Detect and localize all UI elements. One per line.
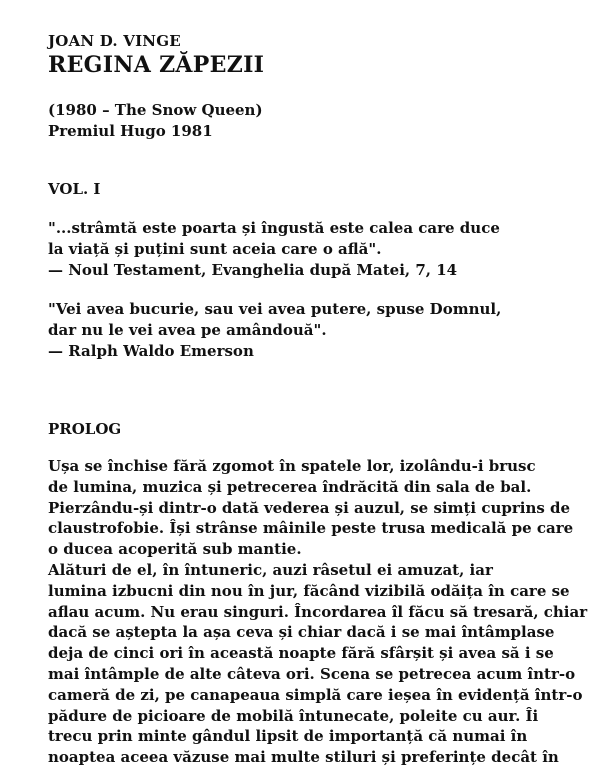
body-line: trecu prin minte gândul lipsit de importanță că numai în <box>48 727 528 746</box>
body-line: claustrofobie. Își strânse mâinile peste trusa medicală pe care <box>48 519 574 538</box>
original-title: (1980 – The Snow Queen) <box>48 101 263 119</box>
body-line: lumina izbucni din nou în jur, făcând vizibilă odăița în care se <box>48 581 570 600</box>
epigraph-source: — Ralph Waldo Emerson <box>48 342 254 360</box>
author-name: JOAN D. VINGE <box>48 32 181 50</box>
body-line: noaptea aceea văzuse mai multe stiluri și preferințe decât în <box>48 748 559 767</box>
epigraph-line: dar nu le vei avea pe amândouă". <box>48 321 327 339</box>
body-line: mai întâmple de alte câteva ori. Scena se petrecea acum într-o <box>48 664 576 683</box>
epigraph-source: — Noul Testament, Evanghelia după Matei, 7, 14 <box>48 261 458 279</box>
volume-label: VOL. I <box>48 180 101 198</box>
award-line: Premiul Hugo 1981 <box>48 122 213 140</box>
book-meta <box>48 100 263 142</box>
epigraph-line: la viață și puțini sunt aceia care o află". <box>48 240 382 258</box>
section-title: PROLOG <box>48 420 122 438</box>
body-line: de lumina, muzica și petrecerea îndrăcită din sala de bal. <box>48 477 532 496</box>
body-line: Alături de el, în întuneric, auzi râsetul ei amuzat, iar <box>48 560 493 579</box>
epigraph-1 <box>48 218 500 281</box>
body-line: Pierzându-și dintr-o dată vederea și auzul, se simți cuprins de <box>48 498 571 517</box>
body-line: deja de cinci ori în această noapte fără sfârșit și avea să i se <box>48 644 554 663</box>
body-line: Ușa se închise fără zgomot în spatele lor, izolându-i brusc <box>48 457 536 475</box>
epigraph-line: "...strâmtă este poarta și îngustă este calea care duce <box>48 219 500 237</box>
body-text <box>48 456 588 768</box>
body-line: aflau acum. Nu erau singuri. Încordarea îl făcu să tresară, chiar <box>48 602 588 621</box>
book-title: REGINA ZĂPEZII <box>48 52 265 78</box>
body-line: cameră de zi, pe canapeaua simplă care ieșea în evidență într-o <box>48 685 583 704</box>
epigraph-line: "Vei avea bucurie, sau vei avea putere, spuse Domnul, <box>48 300 502 318</box>
epigraph-2 <box>48 299 501 362</box>
body-line: o ducea acoperită sub mantie. <box>48 540 302 559</box>
body-line: pădure de picioare de mobilă întunecate, poleite cu aur. Îi <box>48 706 539 725</box>
document-page <box>48 0 588 767</box>
body-line: dacă se aștepta la așa ceva și chiar dacă i se mai întâmplase <box>48 623 555 642</box>
